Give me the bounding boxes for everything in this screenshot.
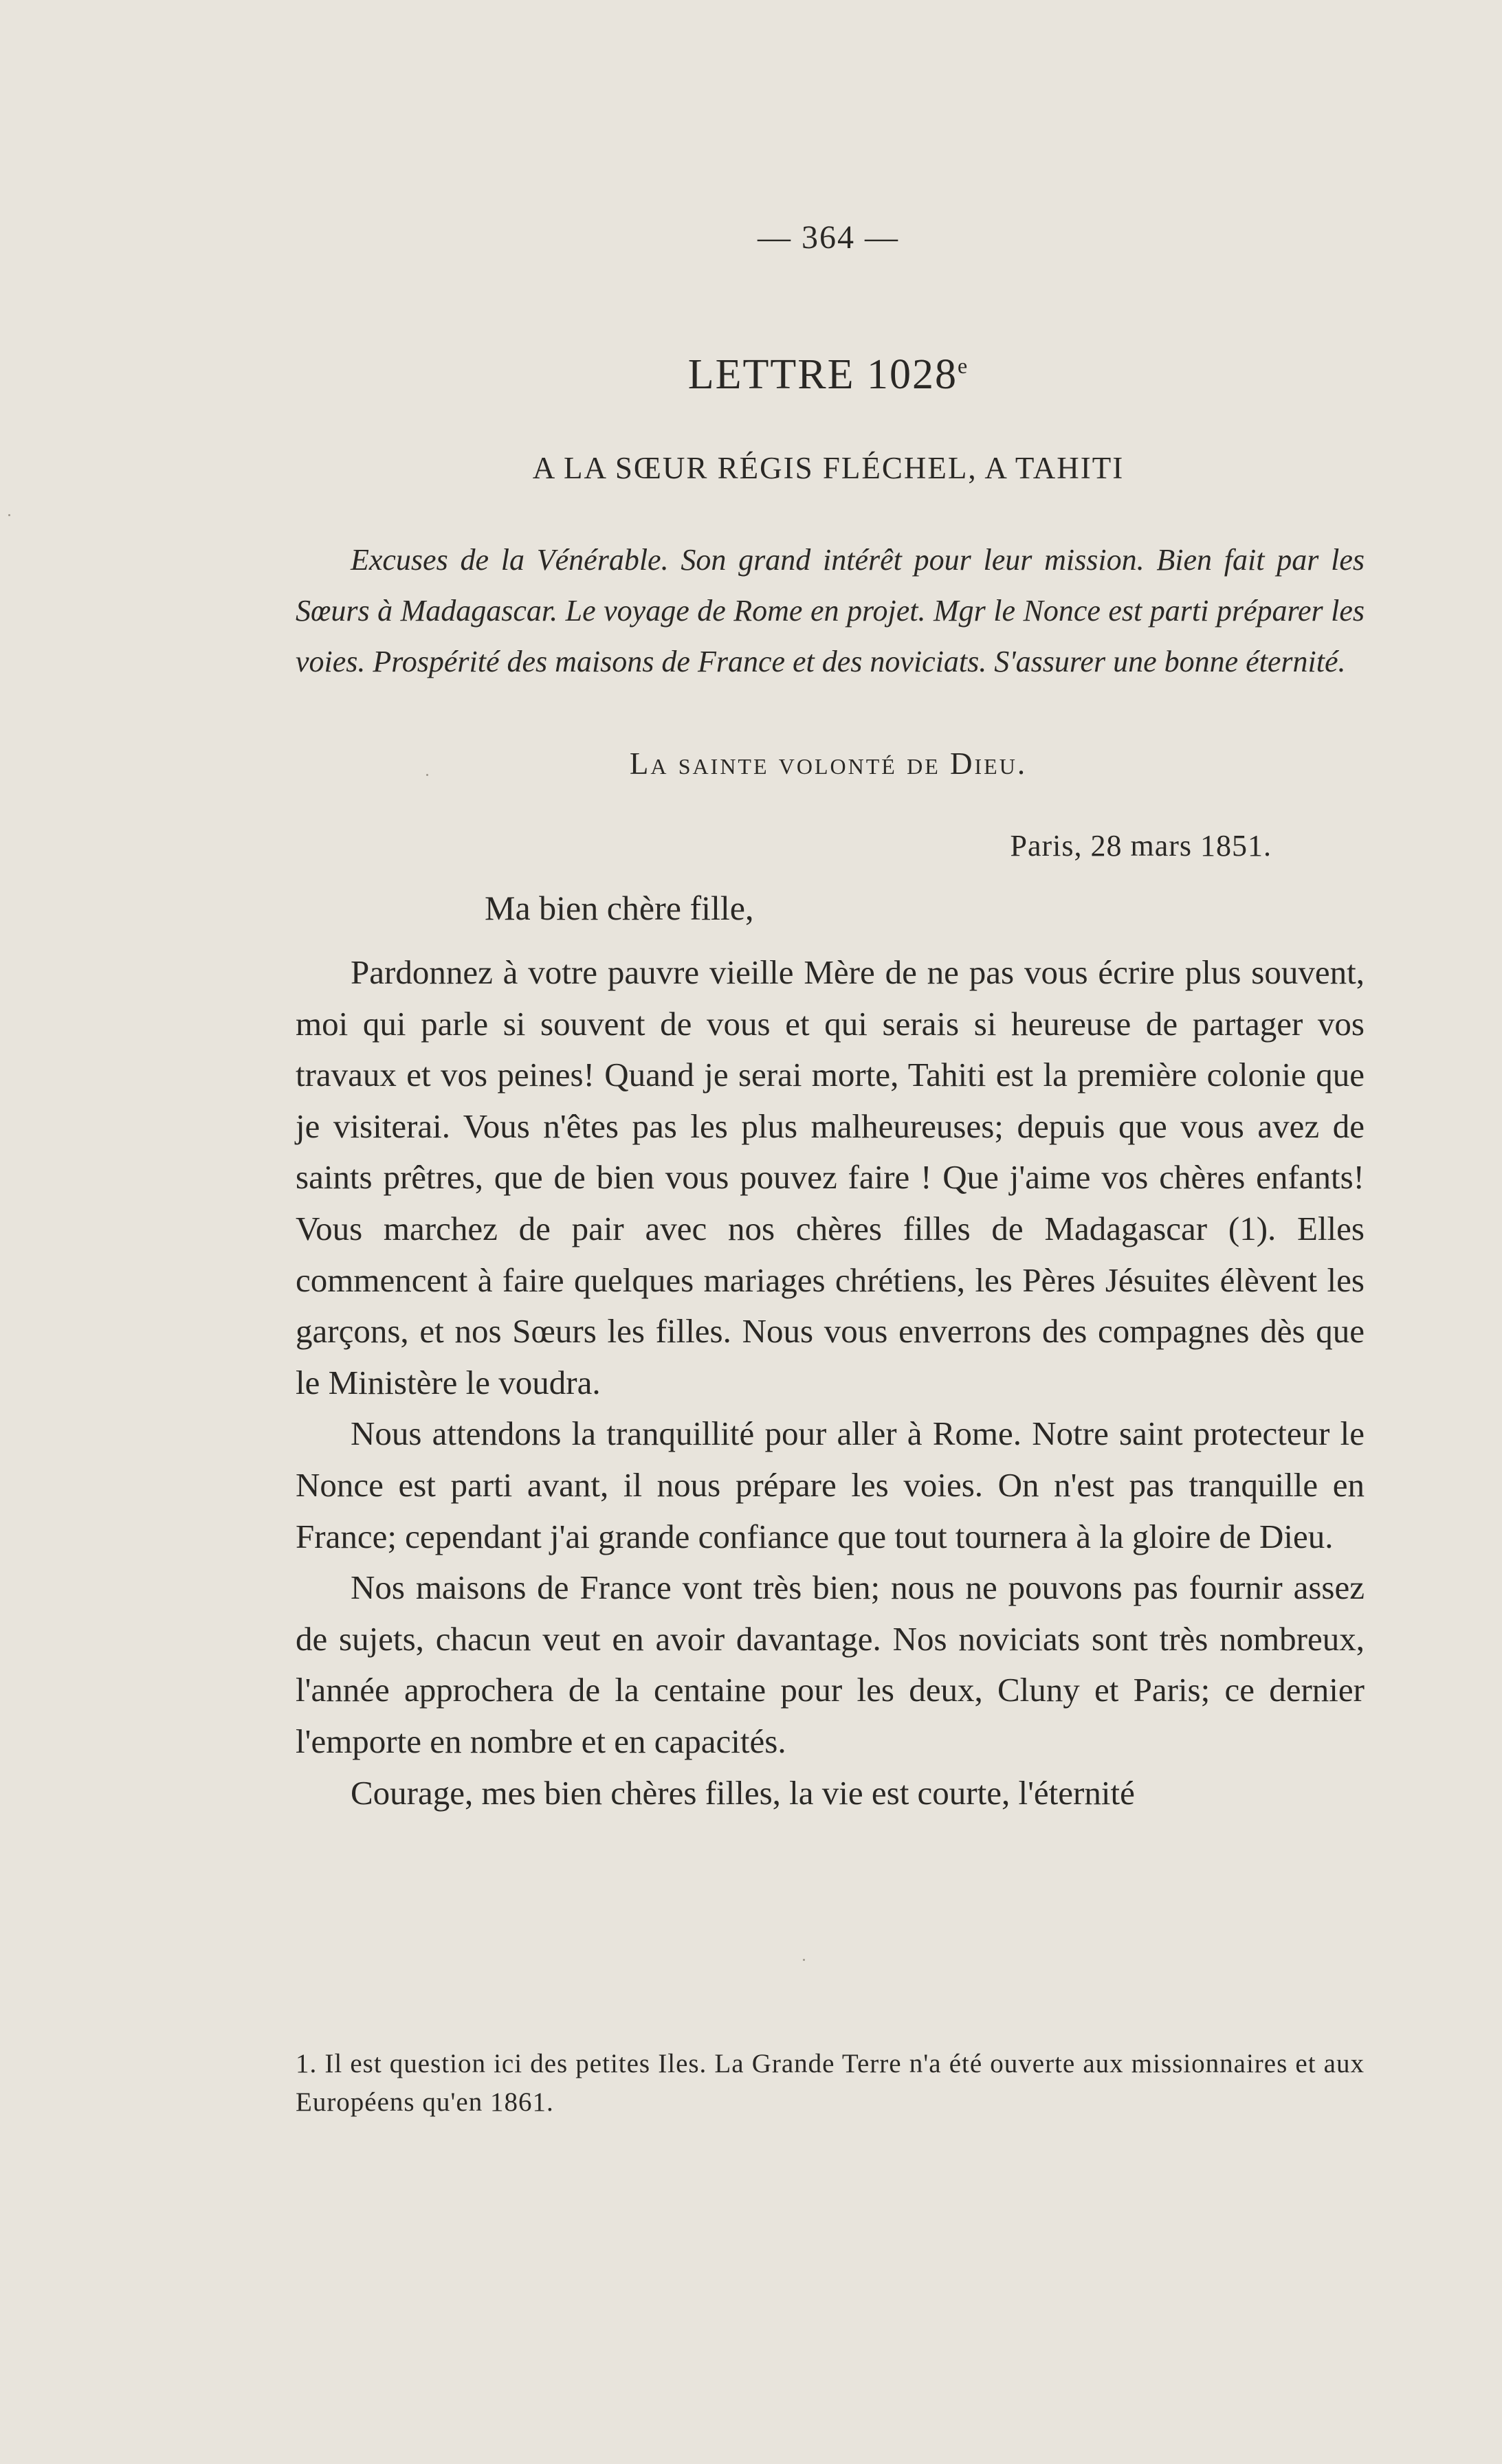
- letter-title-superscript: e: [958, 353, 969, 378]
- paragraph: Pardonnez à votre pauvre vieille Mère de ne pas vous écrire plus souvent, moi qui parle si souvent de vous et qui serais si heureuse de partager vos travaux et vos peines! Quand je serai morte, Tahiti est la première colonie que je visiterai. Vous n'êtes pas les plus malheureuses; depuis que vous avez de saints prêtres, que de bien vous pouvez faire ! Que j'aime vos chères enfants! Vous marchez de pair avec nos chères filles de Madagascar (1). Elles commencent à faire quelques mariages chrétiens, les Pères Jésuites élèvent les garçons, et nos Sœurs les filles. Nous vous enverrons des compagnes dès que le Ministère le voudra.: [296, 953, 1365, 1401]
- paragraph: Nos maisons de France vont très bien; nous ne pouvons pas fournir assez de sujets, chacun veut en avoir davantage. Nos noviciats sont très nombreux, l'année approchera de la centaine pour les deux, Cluny et Paris; ce dernier l'emporte en nombre et en capacités.: [296, 1568, 1365, 1760]
- letter-salutation: Ma bien chère fille,: [485, 889, 754, 927]
- letter-recipient: A LA SŒUR RÉGIS FLÉCHEL, A TAHITI: [532, 451, 1125, 485]
- paragraph: Nous attendons la tranquillité pour aller à Rome. Notre saint protecteur le Nonce est parti avant, il nous prépare les voies. On n'est pas tranquille en France; cependant j'ai grande confiance que tout tournera à la gloire de Dieu.: [296, 1414, 1365, 1555]
- letter-title: [0, 351, 1502, 399]
- paper-speck: [8, 514, 10, 516]
- letter-title-text: LETTRE 1028: [687, 351, 958, 398]
- paper-speck: [426, 774, 428, 776]
- letter-body: [296, 947, 1365, 1819]
- page-number: — 364 —: [758, 219, 899, 256]
- footnote: 1. Il est question ici des petites Iles. La Grande Terre n'a été ouverte aux missionnaires et aux Européens qu'en 1861.: [296, 2049, 1365, 2117]
- paragraph: Courage, mes bien chères filles, la vie est courte, l'éternité: [351, 1773, 1135, 1812]
- letter-summary: Excuses de la Vénérable. Son grand intérêt pour leur mission. Bien fait par les Sœurs à Madagascar. Le voyage de Rome en projet. Mgr le Nonce est parti préparer les voies. Prospérité des maisons de France et des noviciats. S'assurer une bonne éternité.: [296, 543, 1365, 678]
- paper-speck: [803, 1959, 805, 1961]
- letter-motto: La sainte volonté de Dieu.: [629, 746, 1028, 781]
- letter-dateline: Paris, 28 mars 1851.: [1010, 829, 1272, 863]
